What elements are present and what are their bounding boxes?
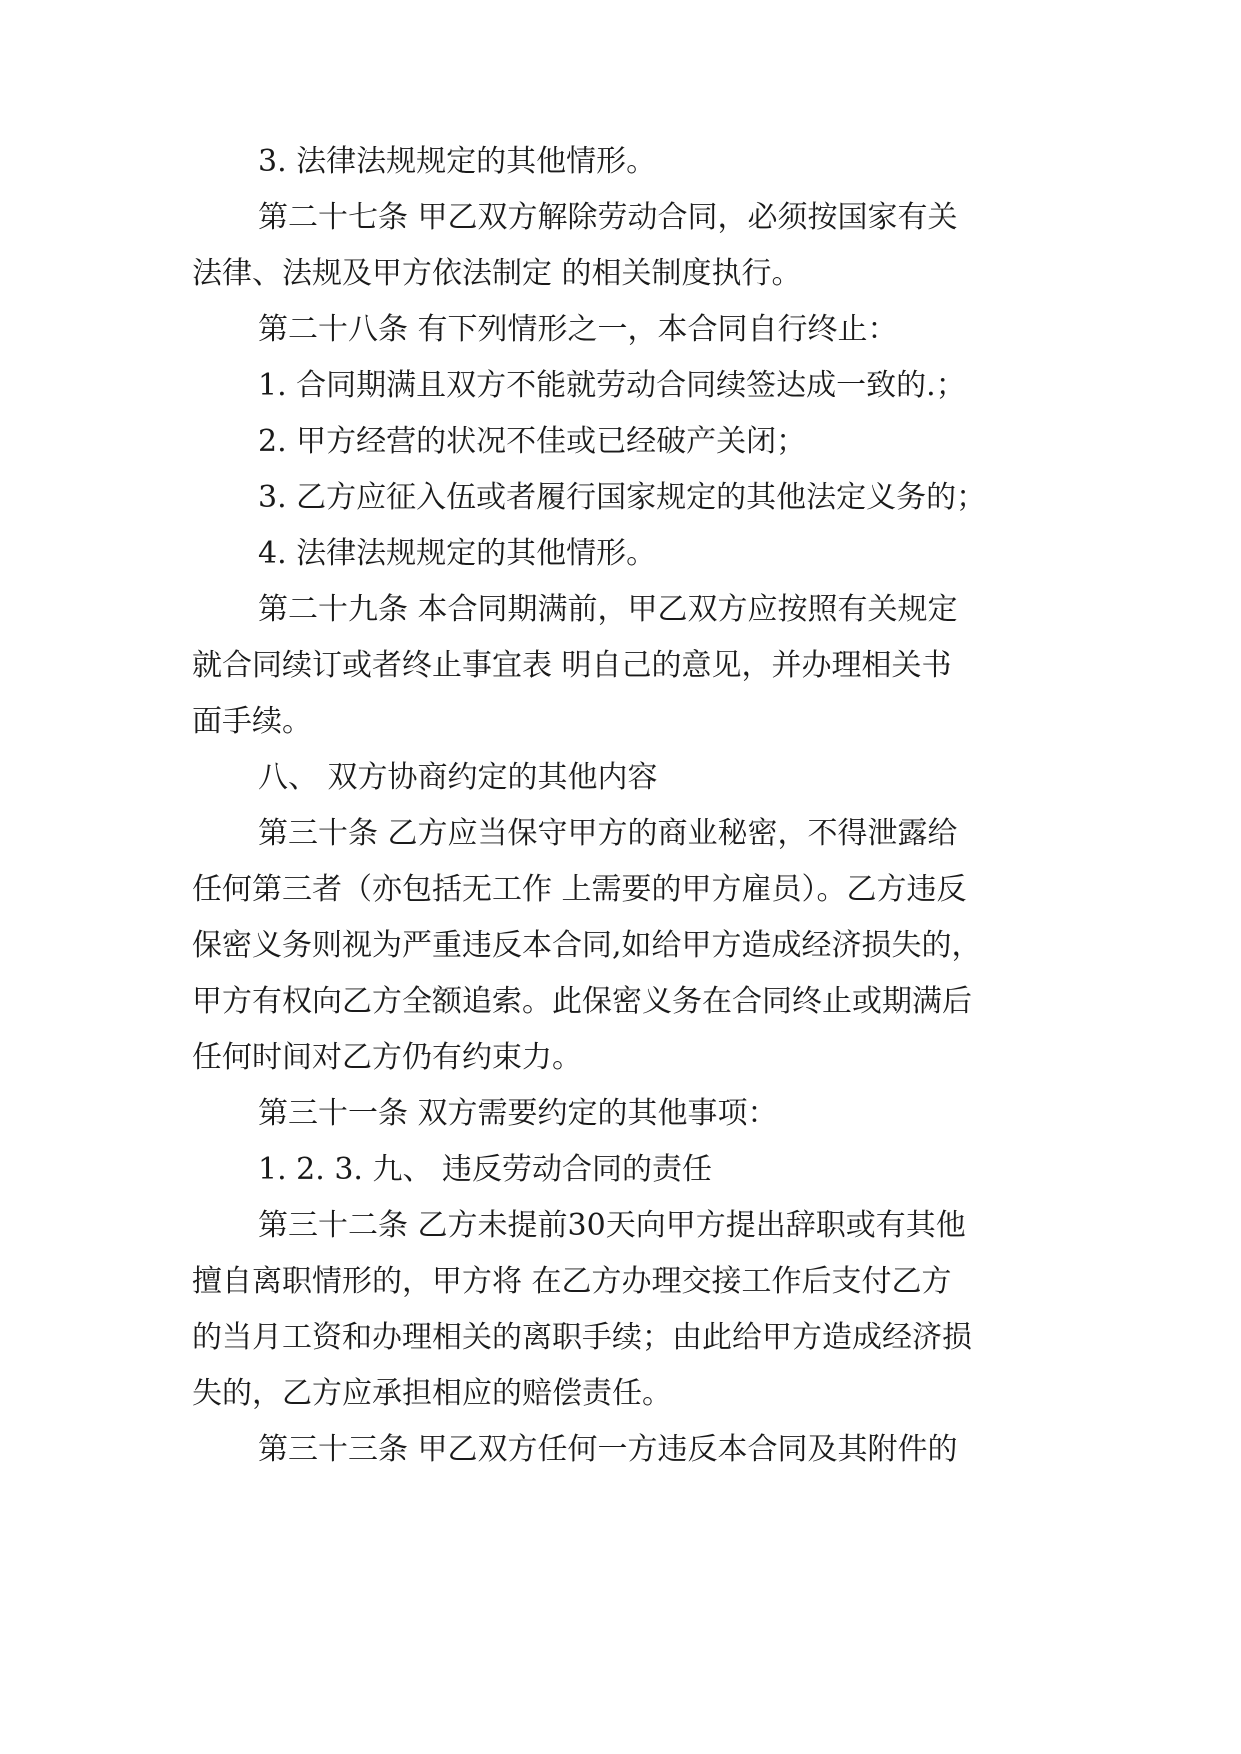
text-line: 任何第三者（亦包括无工作 上需要的甲方雇员）。乙方违反 [192, 872, 967, 907]
text-line: 第三十条 乙方应当保守甲方的商业秘密，不得泄露给 [258, 816, 958, 851]
text-line: 法律、法规及甲方依法制定 的相关制度执行。 [192, 256, 802, 291]
text-line: 保密义务则视为严重违反本合同,如给甲方造成经济损失的， [192, 928, 982, 963]
text-line: 第二十九条 本合同期满前，甲乙双方应按照有关规定 [258, 592, 958, 627]
text-line: 第三十一条 双方需要约定的其他事项： [258, 1096, 778, 1131]
text-line: 第三十三条 甲乙双方任何一方违反本合同及其附件的 [258, 1432, 958, 1467]
text-line: 1. 2. 3. 九、 违反劳动合同的责任 [258, 1152, 713, 1187]
text-line: 第二十七条 甲乙双方解除劳动合同，必须按国家有关 [258, 200, 958, 235]
text-line: 4. 法律法规规定的其他情形。 [258, 536, 657, 571]
text-line: 的当月工资和办理相关的离职手续；由此给甲方造成经济损 [192, 1320, 972, 1355]
text-line: 就合同续订或者终止事宜表 明自己的意见，并办理相关书 [192, 648, 952, 683]
text-line: 甲方有权向乙方全额追索。此保密义务在合同终止或期满后 [192, 984, 972, 1019]
text-line: 任何时间对乙方仍有约束力。 [192, 1040, 582, 1075]
text-line: 擅自离职情形的，甲方将 在乙方办理交接工作后支付乙方 [192, 1264, 952, 1299]
text-line: 3. 乙方应征入伍或者履行国家规定的其他法定义务的； [258, 480, 987, 515]
text-line: 面手续。 [192, 704, 312, 739]
text-line: 失的，乙方应承担相应的赔偿责任。 [192, 1376, 672, 1411]
text-line: 3. 法律法规规定的其他情形。 [258, 144, 657, 179]
text-line: 第三十二条 乙方未提前30天向甲方提出辞职或有其他 [258, 1208, 966, 1243]
text-line: 2. 甲方经营的状况不佳或已经破产关闭； [258, 424, 807, 459]
text-line: 1. 合同期满且双方不能就劳动合同续签达成一致的.； [258, 368, 966, 403]
section-heading: 八、 双方协商约定的其他内容 [258, 760, 658, 795]
text-line: 第二十八条 有下列情形之一，本合同自行终止： [258, 312, 898, 347]
